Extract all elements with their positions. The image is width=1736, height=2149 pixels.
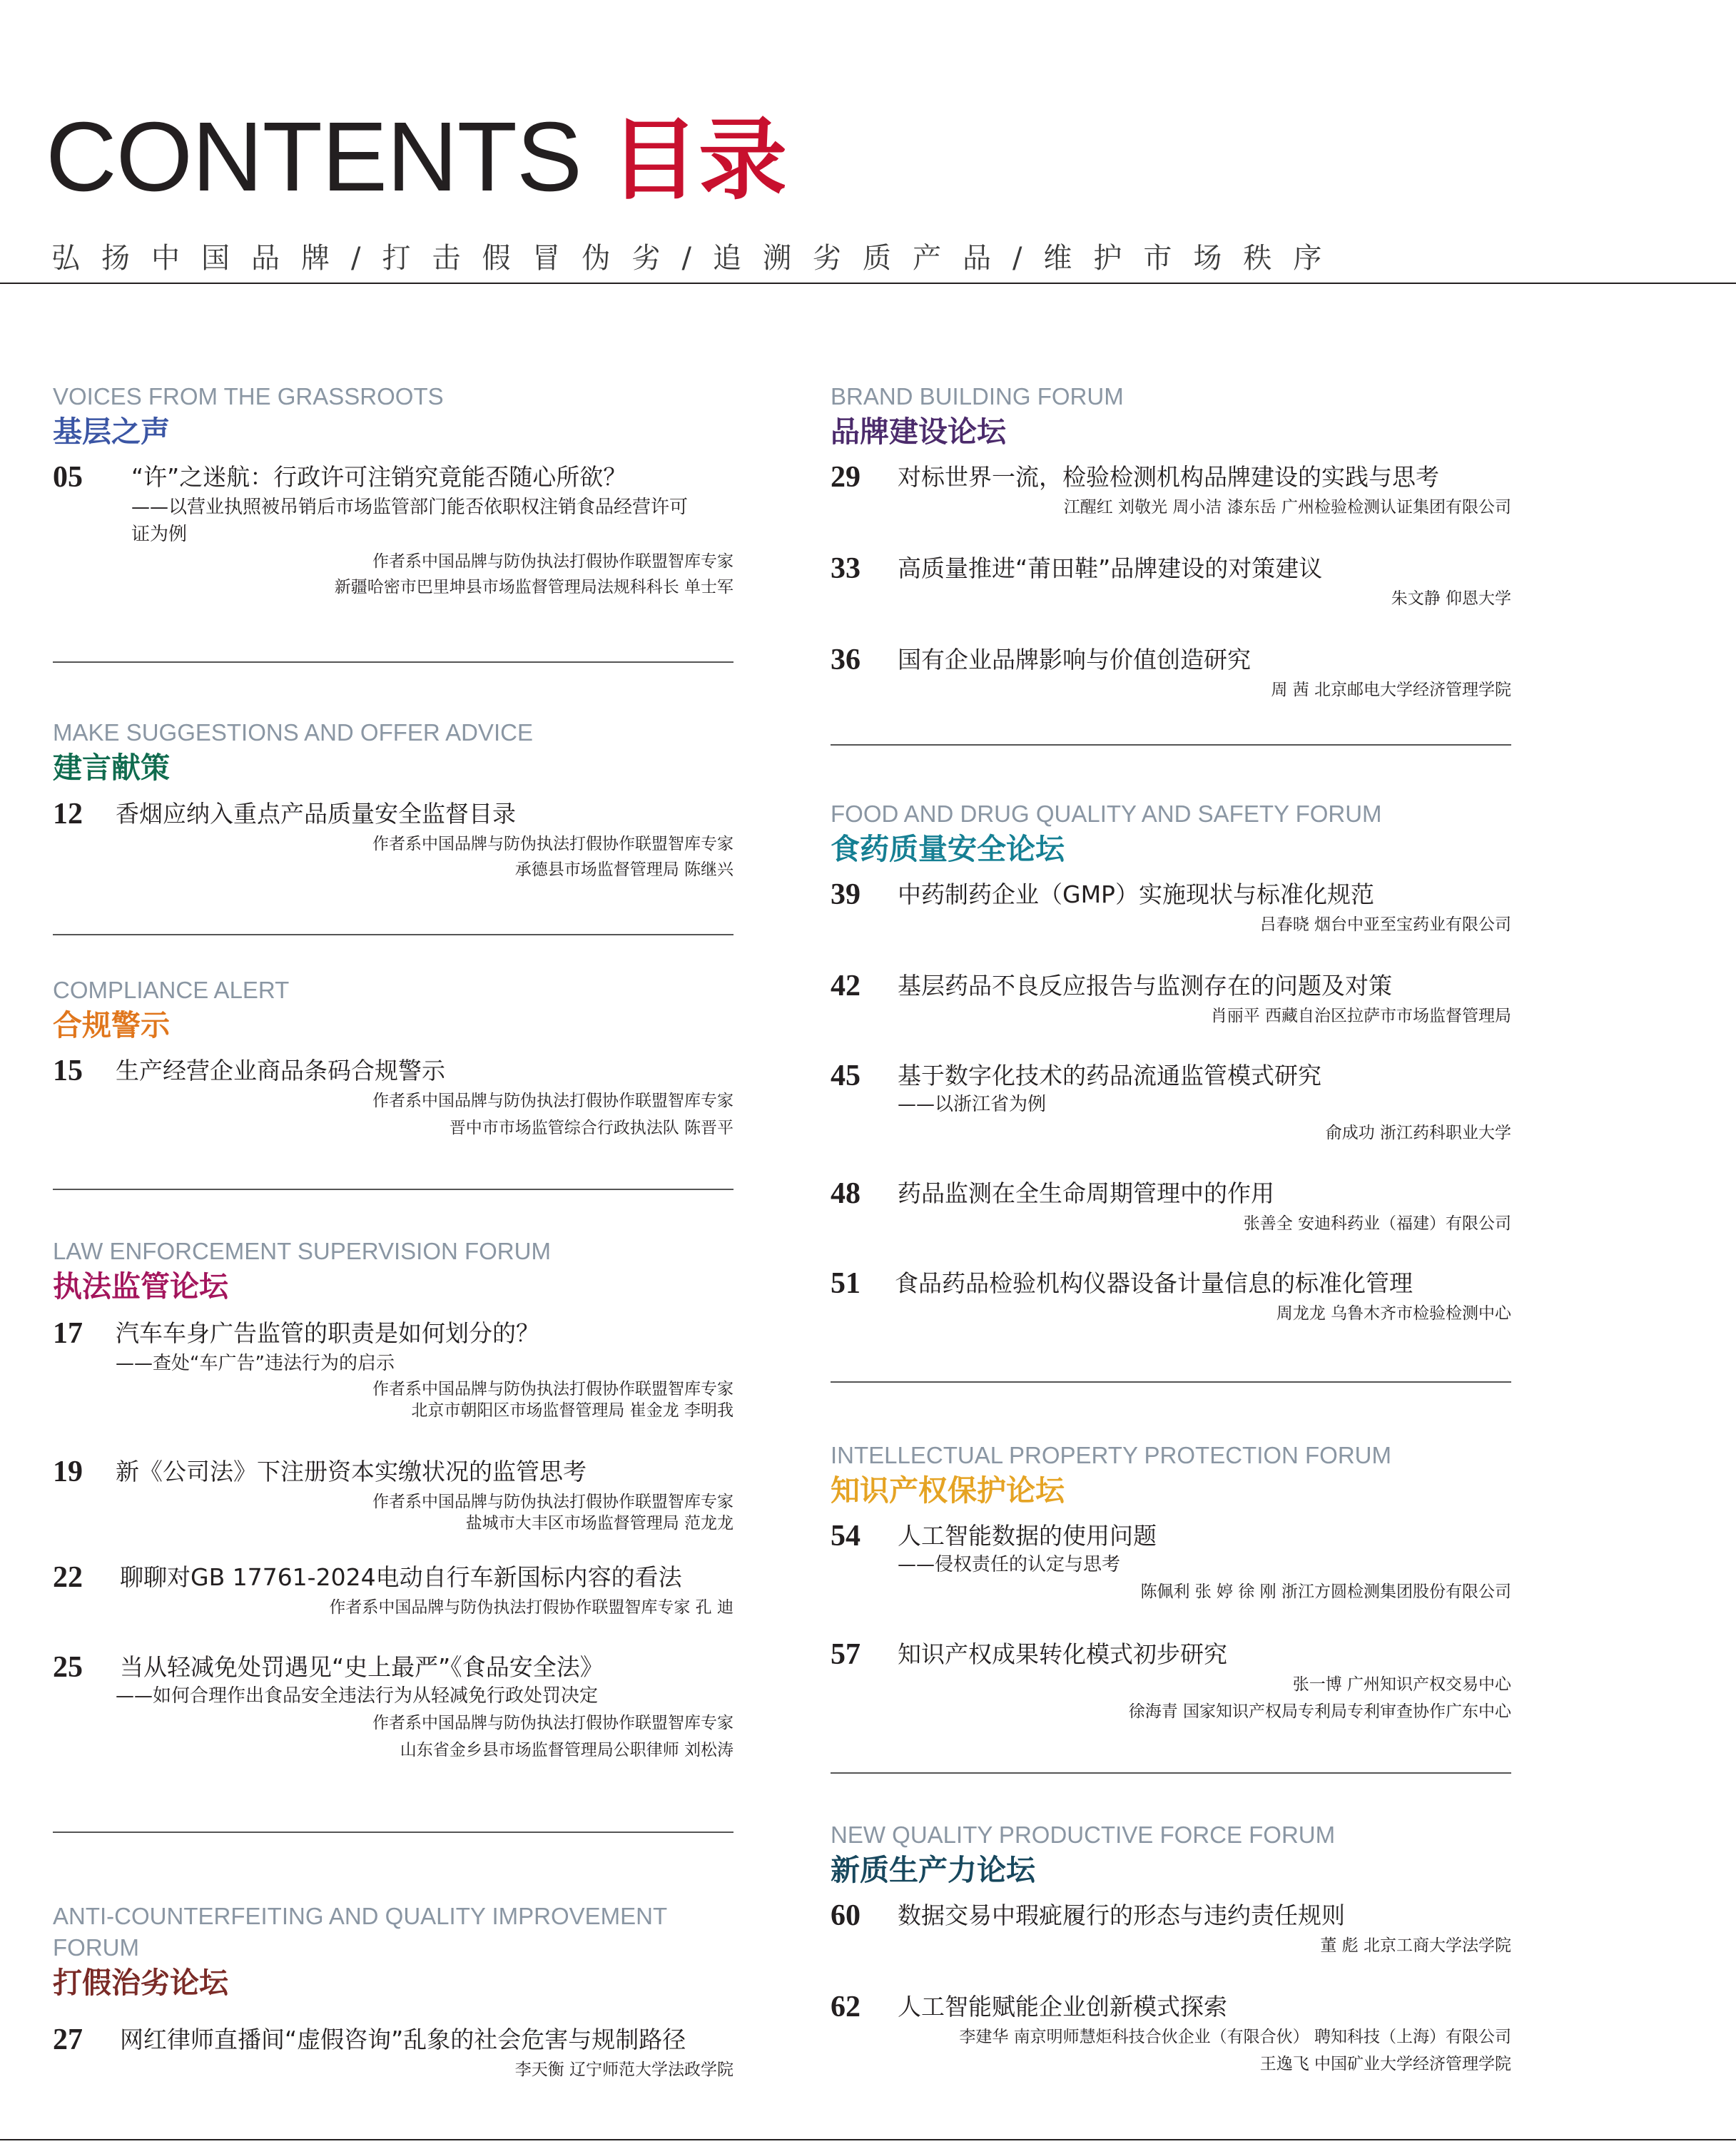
page-number: 19 [53,1455,83,1488]
toc-entry-25[interactable] [53,1648,734,1762]
article-title: 基层药品不良反应报告与监测存在的问题及对策 [898,972,1392,1000]
section-ip-protection [831,1440,1391,1510]
article-author-org: 徐海青 国家知识产权局专利局专利审查协作广东中心 [1128,1702,1511,1721]
article-author: 江醒红 刘敬光 周小洁 漆东岳 广州检验检测认证集团有限公司 [1063,498,1511,517]
page-number: 48 [831,1177,861,1210]
section-divider [53,1832,734,1833]
toc-entry-48[interactable] [831,1174,1511,1239]
article-title: 网红律师直播间“虚假咨询”乱象的社会危害与规制路径 [120,2026,686,2053]
section-cn-title: 打假治劣论坛 [53,1966,228,2000]
article-title: 人工智能数据的使用问题 [898,1522,1157,1550]
page-number: 25 [53,1651,83,1684]
toc-entry-54[interactable] [831,1517,1511,1610]
page-number: 54 [831,1520,861,1553]
section-en-title: MAKE SUGGESTIONS AND OFFER ADVICE [53,719,533,746]
article-author: 作者系中国品牌与防伪执法打假协作联盟智库专家 孔 迪 [329,1598,734,1617]
article-author: 周 茜 北京邮电大学经济管理学院 [1271,681,1511,699]
article-author: 董 彪 北京工商大学法学院 [1320,1936,1511,1955]
article-title: 生产经营企业商品条码合规警示 [116,1057,445,1084]
article-author: 李建华 南京明师慧炬科技合伙企业（有限合伙） 聘知科技（上海）有限公司 [959,2028,1511,2046]
page-number: 15 [53,1055,83,1087]
article-title: 当从轻减免处罚遇见“史上最严”《食品安全法》 [120,1653,604,1681]
article-author: 周龙龙 乌鲁木齐市检验检测中心 [1276,1304,1511,1323]
article-author: 作者系中国品牌与防伪执法打假协作联盟智库专家 [372,1714,734,1732]
article-author: 肖丽平 西藏自治区拉萨市市场监督管理局 [1210,1007,1511,1025]
article-title: 聊聊对GB 17761-2024电动自行车新国标内容的看法 [120,1563,682,1591]
article-author-org: 盐城市大丰区市场监督管理局 范龙龙 [465,1514,734,1533]
section-cn-title: 合规警示 [53,1008,170,1042]
page-number: 22 [53,1561,83,1594]
toc-entry-60[interactable] [831,1896,1511,1961]
mulu-heading: 目录 [610,109,788,212]
article-title: 汽车车身广告监管的职责是如何划分的？ [116,1319,539,1347]
article-author: 吕春晓 烟台中亚至宝药业有限公司 [1259,915,1511,934]
section-divider [831,744,1511,746]
slogan: 弘扬中国品牌/打击假冒伪劣/追溯劣质产品/维护市场秩序 [51,242,1344,275]
article-author: 作者系中国品牌与防伪执法打假协作联盟智库专家 [372,835,734,853]
toc-entry-22[interactable] [53,1558,734,1622]
section-en-title: INTELLECTUAL PROPERTY PROTECTION FORUM [831,1442,1392,1468]
article-title: 高质量推进“莆田鞋”品牌建设的对策建议 [898,554,1323,582]
article-title: 知识产权成果转化模式初步研究 [898,1640,1227,1668]
page-number: 33 [831,552,861,585]
article-author-org: 承德县市场监督管理局 陈继兴 [514,860,734,879]
article-title: “许”之迷航：行政许可注销究竟能否随心所欲？ [131,463,627,491]
toc-entry-42[interactable] [831,967,1511,1031]
toc-entry-51[interactable] [831,1264,1511,1328]
article-title: 国有企业品牌影响与价值创造研究 [898,646,1251,674]
toc-entry-57[interactable] [831,1635,1511,1721]
article-author: 作者系中国品牌与防伪执法打假协作联盟智库专家 [372,1380,734,1398]
page-number: 60 [831,1899,861,1932]
toc-entry-15[interactable] [53,1052,734,1144]
page-number: 05 [53,461,83,494]
page-number: 36 [831,644,861,676]
article-author: 张一博 广州知识产权交易中心 [1292,1675,1511,1694]
toc-entry-05[interactable] [53,458,734,601]
article-author: 张善全 安迪科药业（福建）有限公司 [1243,1214,1511,1233]
article-title: 新《公司法》下注册资本实缴状况的监管思考 [116,1458,587,1485]
toc-entry-36[interactable] [831,641,1511,705]
section-divider [53,661,734,663]
toc-entry-19[interactable] [53,1453,734,1538]
article-subtitle-cont: 证为例 [131,524,188,545]
article-title: 人工智能赋能企业创新模式探索 [898,1993,1227,2021]
article-title: 香烟应纳入重点产品质量安全监督目录 [116,800,516,828]
section-divider [53,1189,734,1190]
toc-entry-45[interactable] [831,1057,1511,1149]
article-author: 俞成功 浙江药科职业大学 [1325,1124,1511,1142]
article-title: 对标世界一流，检验检测机构品牌建设的实践与思考 [898,463,1439,491]
section-divider [831,1772,1511,1774]
article-author-org: 王逸飞 中国矿业大学经济管理学院 [1259,2055,1511,2073]
section-cn-title: 新质生产力论坛 [831,1853,1035,1887]
section-divider [53,934,734,935]
section-divider [831,1381,1511,1383]
section-en-title: FOOD AND DRUG QUALITY AND SAFETY FORUM [831,801,1382,827]
toc-entry-12[interactable] [53,795,734,888]
section-en-title: ANTI-COUNTERFEITING AND QUALITY IMPROVEMENT FORUM [53,1903,667,1961]
article-author: 作者系中国品牌与防伪执法打假协作联盟智库专家 [372,1493,734,1511]
article-author-org: 新疆哈密市巴里坤县市场监督管理局法规科科长 单士军 [334,578,734,596]
header-divider [0,283,1736,284]
contents-heading: CONTENTS [46,102,582,212]
section-cn-title: 知识产权保护论坛 [831,1473,1065,1508]
section-en-title: VOICES FROM THE GRASSROOTS [53,383,444,410]
section-new-quality [831,1819,1335,1889]
article-author-org: 山东省金乡县市场监督管理局公职律师 刘松涛 [400,1741,734,1759]
article-author: 朱文静 仰恩大学 [1391,589,1511,608]
article-author-org: 北京市朝阳区市场监督管理局 崔金龙 李明我 [411,1401,734,1420]
page-number: 45 [831,1060,861,1092]
article-title: 数据交易中瑕疵履行的形态与违约责任规则 [898,1901,1345,1929]
page-number: 42 [831,970,861,1002]
section-cn-title: 基层之声 [53,415,170,449]
article-title: 食品药品检验机构仪器设备计量信息的标准化管理 [895,1269,1413,1297]
article-author: 作者系中国品牌与防伪执法打假协作联盟智库专家 [372,552,734,571]
page-number: 27 [53,2023,83,2056]
article-author: 陈佩利 张 婷 徐 刚 浙江方圆检测集团股份有限公司 [1140,1582,1511,1601]
article-author: 作者系中国品牌与防伪执法打假协作联盟智库专家 [372,1092,734,1110]
page-number: 17 [53,1317,83,1350]
toc-entry-29[interactable] [831,458,1511,522]
section-en-title: NEW QUALITY PRODUCTIVE FORCE FORUM [831,1822,1336,1848]
article-subtitle: ——以营业执照被吊销后市场监管部门能否依职权注销食品经营许可 [131,497,689,518]
section-anti-counterfeiting [53,1901,738,2002]
section-brand-building [831,381,1124,451]
article-title: 基于数字化技术的药品流通监管模式研究 [898,1062,1321,1089]
page-number: 29 [831,461,861,494]
section-cn-title: 建言献策 [53,751,170,785]
section-food-drug [831,798,1382,868]
page-number: 51 [831,1267,861,1300]
toc-entry-27[interactable] [53,2021,734,2085]
article-title: 药品监测在全生命周期管理中的作用 [898,1179,1274,1207]
article-subtitle: ——如何合理作出食品安全违法行为从轻减免行政处罚决定 [116,1685,599,1707]
page-number: 39 [831,878,861,911]
toc-entry-33[interactable] [831,549,1511,614]
article-subtitle: ——查处“车广告”违法行为的启示 [116,1353,395,1374]
article-subtitle: ——以浙江省为例 [898,1094,1047,1115]
toc-entry-62[interactable] [831,1988,1511,2073]
page-number: 57 [831,1638,861,1671]
page-number: 12 [53,798,83,830]
section-compliance [53,975,289,1045]
page-title [46,102,788,212]
section-law-enforcement [53,1236,551,1306]
section-cn-title: 品牌建设论坛 [831,415,1006,449]
section-suggestions [53,717,533,787]
article-author: 李天衡 辽宁师范大学法政学院 [514,2061,734,2079]
section-grassroots [53,381,444,451]
page-number: 62 [831,1991,861,2023]
section-cn-title: 执法监管论坛 [53,1269,228,1304]
section-en-title: BRAND BUILDING FORUM [831,383,1124,410]
section-cn-title: 食药质量安全论坛 [831,832,1065,866]
footer-divider [0,2139,1736,2140]
section-en-title: LAW ENFORCEMENT SUPERVISION FORUM [53,1238,551,1264]
section-en-title: COMPLIANCE ALERT [53,977,290,1003]
article-author-org: 晋中市市场监管综合行政执法队 陈晋平 [449,1119,734,1137]
toc-entry-39[interactable] [831,875,1511,940]
article-subtitle: ——侵权责任的认定与思考 [898,1554,1121,1575]
toc-entry-17[interactable] [53,1314,734,1428]
article-title: 中药制药企业（GMP）实施现状与标准化规范 [898,880,1374,908]
